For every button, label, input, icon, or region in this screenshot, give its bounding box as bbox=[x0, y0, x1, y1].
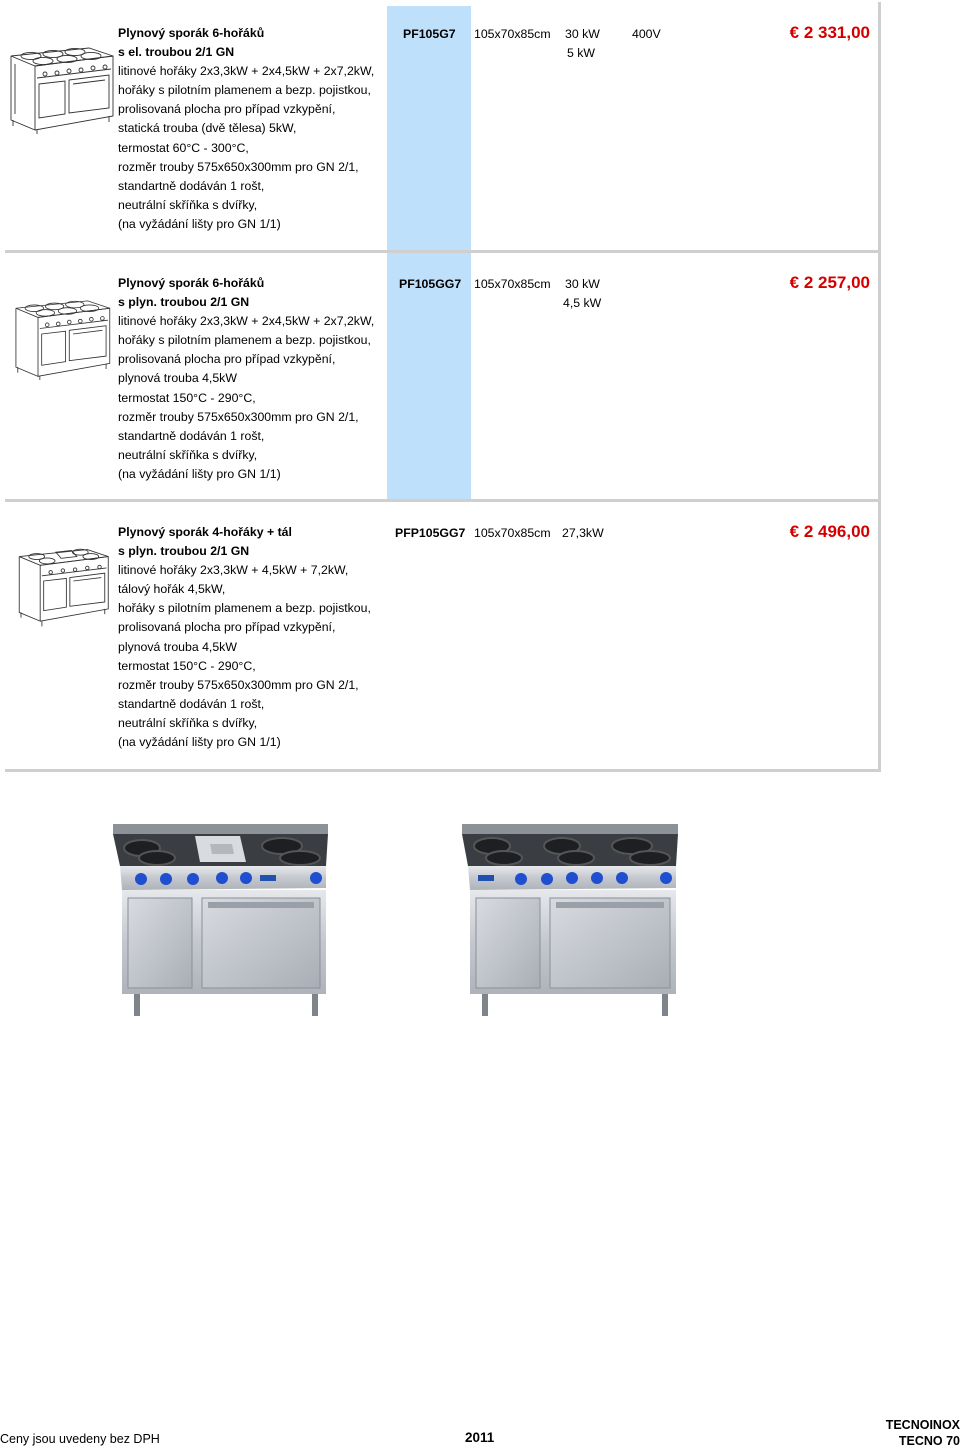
spec-line: termostat 60°C - 300°C, bbox=[118, 140, 249, 155]
spec-line: plynová trouba 4,5kW bbox=[118, 371, 237, 386]
stove-line-drawing bbox=[7, 288, 115, 380]
product-title: Plynový sporák 6-hořáků bbox=[118, 26, 265, 40]
product-description bbox=[118, 523, 371, 752]
vat-note: Ceny jsou uvedeny bez DPH bbox=[0, 1432, 160, 1446]
product-price: € 2 331,00 bbox=[789, 23, 870, 42]
spec-line: prolisovaná plocha pro případ vzkypění, bbox=[118, 102, 336, 117]
spec-line: (na vyžádání lišty pro GN 1/1) bbox=[118, 216, 281, 231]
spec-line: rozměr trouby 575x650x300mm pro GN 2/1, bbox=[118, 409, 359, 424]
code-column-highlight bbox=[387, 6, 471, 501]
product-title: Plynový sporák 6-hořáků bbox=[118, 276, 265, 290]
spec-line: litinové hořáky 2x3,3kW + 4,5kW + 7,2kW, bbox=[118, 563, 349, 578]
product-voltage: 400V bbox=[632, 27, 661, 41]
spec-line: neutrální skříňka s dvířky, bbox=[118, 447, 258, 462]
spec-line: (na vyžádání lišty pro GN 1/1) bbox=[118, 466, 281, 481]
spec-line: rozměr trouby 575x650x300mm pro GN 2/1, bbox=[118, 159, 359, 174]
product-price: € 2 257,00 bbox=[789, 273, 870, 292]
product-description bbox=[118, 24, 374, 234]
spec-line: s plyn. troubou 2/1 GN bbox=[118, 544, 250, 559]
spec-line: standartně dodáván 1 rošt, bbox=[118, 428, 265, 443]
spec-line: rozměr trouby 575x650x300mm pro GN 2/1, bbox=[118, 677, 359, 692]
spec-line: neutrální skříňka s dvířky, bbox=[118, 197, 258, 212]
product-code: PFP105GG7 bbox=[395, 526, 466, 540]
spec-line: hořáky s pilotním plamenem a bezp. pojistkou, bbox=[118, 601, 371, 616]
series-name: TECNO 70 bbox=[898, 1434, 960, 1448]
spec-line: neutrální skříňka s dvířky, bbox=[118, 715, 258, 730]
product-code: PF105GG7 bbox=[399, 277, 462, 291]
spec-line: hořáky s pilotním plamenem a bezp. pojistkou, bbox=[118, 333, 371, 348]
spec-line: prolisovaná plocha pro případ vzkypění, bbox=[118, 620, 336, 635]
spec-line: termostat 150°C - 290°C, bbox=[118, 658, 256, 673]
spec-line: plynová trouba 4,5kW bbox=[118, 639, 237, 654]
product-code: PF105G7 bbox=[403, 27, 456, 41]
catalog-year: 2011 bbox=[465, 1430, 495, 1445]
stove-photo-left bbox=[113, 824, 328, 1016]
spec-line: litinové hořáky 2x3,3kW + 2x4,5kW + 2x7,2kW, bbox=[118, 314, 375, 329]
row-separator bbox=[5, 499, 878, 502]
euro-icon: € bbox=[789, 522, 800, 541]
product-description bbox=[118, 274, 374, 484]
product-price: € 2 496,00 bbox=[789, 522, 870, 541]
brand-block bbox=[886, 1417, 960, 1449]
stove-line-drawing bbox=[14, 535, 110, 627]
spec-line: hořáky s pilotním plamenem a bezp. pojistkou, bbox=[118, 83, 371, 98]
product-title: Plynový sporák 4-hořáky + tál bbox=[118, 525, 292, 539]
spec-line: termostat 150°C - 290°C, bbox=[118, 390, 256, 405]
product-power: 27,3kW bbox=[562, 526, 604, 540]
page-footer bbox=[0, 1415, 960, 1448]
brand-name: TECNOINOX bbox=[885, 1418, 960, 1432]
product-photos bbox=[0, 818, 960, 1028]
spec-line: prolisovaná plocha pro případ vzkypění, bbox=[118, 352, 336, 367]
spec-line: (na vyžádání lišty pro GN 1/1) bbox=[118, 735, 281, 750]
product-dimensions: 105x70x85cm bbox=[474, 277, 551, 291]
spec-line: statická trouba (dvě tělesa) 5kW, bbox=[118, 121, 297, 136]
stove-photo-right bbox=[462, 824, 678, 1016]
product-power: 30 kW bbox=[565, 27, 600, 41]
spec-line: s plyn. troubou 2/1 GN bbox=[118, 295, 250, 310]
product-power: 30 kW bbox=[565, 277, 600, 291]
oven-power: 5 kW bbox=[567, 46, 596, 60]
euro-icon: € bbox=[789, 23, 800, 42]
stove-line-drawing bbox=[5, 34, 115, 134]
stove-photos bbox=[0, 818, 960, 1028]
spec-line: litinové hořáky 2x3,3kW + 2x4,5kW + 2x7,2kW, bbox=[118, 64, 375, 79]
product-dimensions: 105x70x85cm bbox=[474, 27, 551, 41]
spec-line: s el. troubou 2/1 GN bbox=[118, 45, 235, 60]
oven-power: 4,5 kW bbox=[563, 296, 602, 310]
spec-line: standartně dodáván 1 rošt, bbox=[118, 696, 265, 711]
euro-icon: € bbox=[789, 273, 800, 292]
row-separator bbox=[5, 250, 878, 253]
spec-line: tálový hořák 4,5kW, bbox=[118, 582, 226, 597]
product-dimensions: 105x70x85cm bbox=[474, 526, 551, 540]
spec-line: standartně dodáván 1 rošt, bbox=[118, 178, 265, 193]
